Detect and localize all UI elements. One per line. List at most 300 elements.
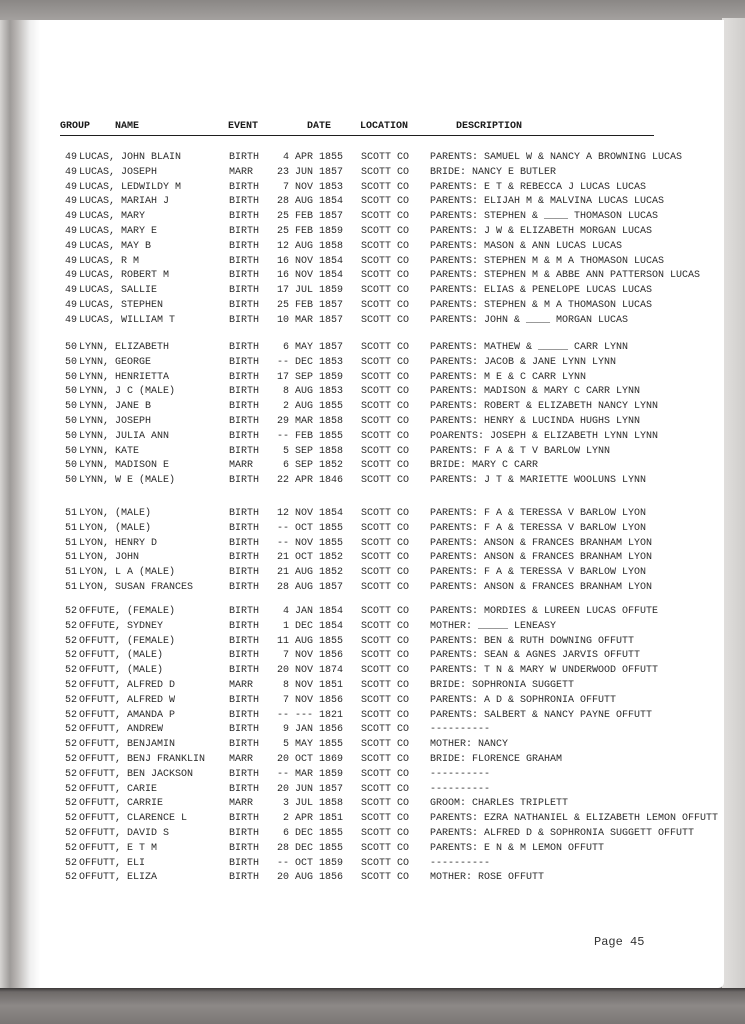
cell-name: LUCAS, STEPHEN (79, 300, 164, 311)
cell-event: BIRTH (229, 768, 260, 780)
cell-location: SCOTT CO (361, 635, 410, 647)
cell-event: MARR (229, 166, 254, 178)
cell-event: BIRTH (229, 813, 260, 825)
cell-event: MARR (229, 460, 254, 472)
cell-event: BIRTH (229, 828, 260, 839)
cell-group: 52 (65, 798, 78, 810)
table-row (0, 270, 724, 284)
cell-description: PARENTS: SALBERT & NANCY PAYNE OFFUTT (430, 709, 653, 721)
cell-date: 28 AUG 1857 (276, 582, 343, 593)
cell-description: PARENTS: F A & TERESSA V BARLOW LYON (430, 522, 647, 534)
cell-event: BIRTH (229, 694, 260, 706)
table-row (0, 552, 724, 566)
table-row (0, 650, 724, 664)
cell-location: SCOTT CO (361, 754, 410, 765)
table-row (0, 300, 724, 314)
cell-location: SCOTT CO (361, 152, 410, 163)
cell-date: -- MAR 1859 (276, 768, 343, 780)
cell-location: SCOTT CO (361, 798, 410, 810)
cell-location: SCOTT CO (361, 783, 410, 795)
cell-date: 12 NOV 1854 (276, 508, 343, 519)
scan-bottom-edge (0, 988, 745, 1024)
table-row (0, 285, 724, 299)
cell-name: LYON, (MALE) (79, 522, 152, 534)
cell-date: -- NOV 1855 (276, 537, 343, 549)
table-row (0, 315, 724, 329)
cell-event: BIRTH (229, 285, 260, 297)
cell-date: 25 FEB 1859 (276, 226, 343, 237)
cell-description: PARENTS: F A & TERESSA V BARLOW LYON (430, 508, 647, 519)
cell-event: BIRTH (229, 430, 260, 442)
cell-event: MARR (229, 754, 254, 765)
cell-name: OFFUTT, CARRIE (79, 798, 164, 810)
cell-name: OFFUTT, ALFRED W (79, 694, 176, 706)
cell-location: SCOTT CO (361, 842, 410, 854)
cell-date: 5 SEP 1858 (282, 445, 343, 457)
cell-name: LYON, L A (MALE) (79, 567, 176, 579)
table-row (0, 416, 724, 430)
cell-name: OFFUTT, ANDREW (79, 724, 164, 736)
cell-group: 49 (65, 270, 78, 282)
cell-location: SCOTT CO (361, 255, 410, 267)
cell-location: SCOTT CO (361, 430, 410, 442)
cell-group: 49 (65, 285, 78, 297)
cell-description: PARENTS: JOHN & ____ MORGAN LUCAS (430, 314, 629, 326)
cell-group: 51 (65, 522, 78, 534)
cell-name: LUCAS, WILLIAM T (79, 314, 176, 326)
cell-location: SCOTT CO (361, 314, 410, 326)
cell-date: 17 JUL 1859 (276, 285, 343, 297)
cell-group: 49 (65, 181, 78, 193)
table-row (0, 621, 724, 635)
cell-name: LYNN, GEORGE (79, 356, 152, 368)
cell-description: PARENTS: T N & MARY W UNDERWOOD OFFUTT (430, 665, 659, 677)
cell-event: BIRTH (229, 445, 260, 457)
cell-group: 49 (65, 255, 78, 267)
cell-group: 52 (65, 620, 78, 632)
header-date: DATE (307, 121, 332, 132)
cell-event: BIRTH (229, 181, 260, 193)
cell-name: LYNN, KATE (79, 445, 140, 457)
cell-name: OFFUTT, AMANDA P (79, 709, 176, 721)
cell-event: BIRTH (229, 709, 260, 721)
cell-description: MOTHER: NANCY (430, 739, 509, 751)
cell-location: SCOTT CO (361, 240, 410, 252)
table-row (0, 357, 724, 371)
cell-event: BIRTH (229, 211, 260, 223)
cell-name: OFFUTT, ELI (79, 857, 146, 869)
table-header (60, 121, 654, 136)
cell-location: SCOTT CO (361, 196, 410, 208)
cell-description: POARENTS: JOSEPH & ELIZABETH LYNN LYNN (430, 430, 659, 442)
cell-description: PARENTS: ANSON & FRANCES BRANHAM LYON (430, 582, 653, 593)
cell-group: 52 (65, 694, 78, 706)
cell-date: 28 DEC 1855 (276, 842, 343, 854)
cell-name: LUCAS, ROBERT M (79, 270, 170, 282)
cell-group: 50 (65, 401, 78, 413)
table-row (0, 152, 724, 166)
header-group: GROUP (60, 121, 91, 132)
cell-date: 4 JAN 1854 (282, 606, 343, 617)
table-row (0, 784, 724, 798)
cell-name: LYNN, JULIA ANN (79, 430, 170, 442)
cell-date: 20 OCT 1869 (276, 754, 343, 765)
cell-location: SCOTT CO (361, 522, 410, 534)
cell-name: LUCAS, MARY E (79, 226, 158, 237)
cell-name: LUCAS, JOHN BLAIN (79, 152, 182, 163)
table-row (0, 523, 724, 537)
cell-event: BIRTH (229, 620, 260, 632)
cell-location: SCOTT CO (361, 475, 410, 487)
cell-location: SCOTT CO (361, 445, 410, 457)
cell-group: 51 (65, 582, 78, 593)
cell-group: 50 (65, 386, 78, 398)
cell-name: LUCAS, MARIAH J (79, 196, 170, 208)
cell-description: PARENTS: MADISON & MARY C CARR LYNN (430, 386, 641, 398)
cell-location: SCOTT CO (361, 460, 410, 472)
cell-location: SCOTT CO (361, 857, 410, 869)
cell-event: BIRTH (229, 783, 260, 795)
cell-group: 50 (65, 460, 78, 472)
table-row (0, 446, 724, 460)
cell-description: ---------- (430, 768, 491, 780)
cell-name: OFFUTT, DAVID S (79, 828, 170, 839)
cell-description: PARENTS: SAMUEL W & NANCY A BROWNING LUCAS (430, 152, 683, 163)
cell-description: PARENTS: JACOB & JANE LYNN LYNN (430, 356, 617, 368)
table-row (0, 431, 724, 445)
cell-description: PARENTS: MORDIES & LUREEN LUCAS OFFUTE (430, 606, 659, 617)
cell-group: 50 (65, 342, 78, 353)
cell-name: LYON, SUSAN FRANCES (79, 582, 194, 593)
cell-description: PARENTS: STEPHEN & ____ THOMASON LUCAS (430, 211, 659, 223)
cell-date: 1 DEC 1854 (282, 620, 343, 632)
cell-date: 11 AUG 1855 (276, 635, 343, 647)
cell-group: 50 (65, 445, 78, 457)
cell-date: 29 MAR 1858 (276, 416, 343, 427)
cell-event: BIRTH (229, 300, 260, 311)
cell-event: BIRTH (229, 739, 260, 751)
table-row (0, 386, 724, 400)
cell-location: SCOTT CO (361, 300, 410, 311)
cell-group: 49 (65, 211, 78, 223)
cell-date: 21 AUG 1852 (276, 567, 343, 579)
cell-event: BIRTH (229, 371, 260, 383)
cell-description: GROOM: CHARLES TRIPLETT (430, 798, 569, 810)
cell-location: SCOTT CO (361, 680, 410, 691)
cell-location: SCOTT CO (361, 768, 410, 780)
cell-date: 7 NOV 1856 (282, 694, 343, 706)
cell-group: 52 (65, 842, 78, 854)
cell-date: 2 APR 1851 (282, 813, 343, 825)
cell-group: 50 (65, 356, 78, 368)
table-row (0, 196, 724, 210)
table-row (0, 475, 724, 489)
cell-date: 7 NOV 1856 (282, 650, 343, 662)
cell-event: BIRTH (229, 356, 260, 368)
cell-date: 10 MAR 1857 (276, 314, 343, 326)
cell-date: 22 APR 1846 (276, 475, 343, 487)
cell-name: OFFUTT, CLARENCE L (79, 813, 188, 825)
cell-group: 50 (65, 416, 78, 427)
cell-location: SCOTT CO (361, 650, 410, 662)
cell-group: 52 (65, 665, 78, 677)
cell-date: 2 AUG 1855 (282, 401, 343, 413)
cell-name: LYNN, MADISON E (79, 460, 170, 472)
cell-date: 25 FEB 1857 (276, 300, 343, 311)
cell-group: 51 (65, 508, 78, 519)
cell-name: OFFUTT, ALFRED D (79, 680, 176, 691)
cell-date: 6 DEC 1855 (282, 828, 343, 839)
cell-name: OFFUTT, ELIZA (79, 872, 158, 884)
cell-description: PARENTS: ALFRED D & SOPHRONIA SUGGETT OFFUTT (430, 828, 695, 839)
cell-location: SCOTT CO (361, 211, 410, 223)
cell-name: OFFUTT, BEN JACKSON (79, 768, 194, 780)
cell-event: MARR (229, 798, 254, 810)
cell-description: PARENTS: ROBERT & ELIZABETH NANCY LYNN (430, 401, 659, 413)
cell-description: PARENTS: SEAN & AGNES JARVIS OFFUTT (430, 650, 641, 662)
cell-group: 52 (65, 635, 78, 647)
cell-group: 52 (65, 754, 78, 765)
cell-location: SCOTT CO (361, 166, 410, 178)
cell-date: 20 JUN 1857 (276, 783, 343, 795)
cell-location: SCOTT CO (361, 416, 410, 427)
cell-event: BIRTH (229, 416, 260, 427)
cell-group: 49 (65, 166, 78, 178)
cell-date: 20 AUG 1856 (276, 872, 343, 884)
cell-name: LUCAS, MARY (79, 211, 146, 223)
cell-date: 8 AUG 1853 (282, 386, 343, 398)
table-row (0, 226, 724, 240)
cell-group: 50 (65, 475, 78, 487)
cell-date: -- OCT 1855 (276, 522, 343, 534)
cell-group: 52 (65, 680, 78, 691)
cell-event: BIRTH (229, 552, 260, 564)
cell-description: ---------- (430, 783, 491, 795)
cell-location: SCOTT CO (361, 724, 410, 736)
cell-group: 49 (65, 152, 78, 163)
cell-date: 3 JUL 1858 (282, 798, 343, 810)
cell-event: BIRTH (229, 635, 260, 647)
cell-event: BIRTH (229, 606, 260, 617)
cell-date: -- OCT 1859 (276, 857, 343, 869)
cell-date: -- FEB 1855 (276, 430, 343, 442)
cell-event: BIRTH (229, 650, 260, 662)
cell-date: 8 NOV 1851 (282, 680, 343, 691)
cell-location: SCOTT CO (361, 828, 410, 839)
header-location: LOCATION (360, 121, 409, 132)
cell-event: BIRTH (229, 522, 260, 534)
cell-description: MOTHER: ROSE OFFUTT (430, 872, 545, 884)
cell-group: 52 (65, 872, 78, 884)
cell-location: SCOTT CO (361, 739, 410, 751)
cell-name: OFFUTE, (FEMALE) (79, 606, 176, 617)
cell-location: SCOTT CO (361, 606, 410, 617)
cell-name: LYNN, JANE B (79, 401, 152, 413)
cell-name: OFFUTT, (MALE) (79, 665, 164, 677)
cell-location: SCOTT CO (361, 181, 410, 193)
cell-event: BIRTH (229, 226, 260, 237)
table-row (0, 538, 724, 552)
cell-description: PARENTS: BEN & RUTH DOWNING OFFUTT (430, 635, 635, 647)
cell-event: BIRTH (229, 567, 260, 579)
cell-event: BIRTH (229, 401, 260, 413)
cell-name: LYNN, HENRIETTA (79, 371, 170, 383)
cell-date: 23 JUN 1857 (276, 166, 343, 178)
table-row (0, 567, 724, 581)
cell-location: SCOTT CO (361, 694, 410, 706)
cell-name: LUCAS, MAY B (79, 240, 152, 252)
cell-group: 52 (65, 768, 78, 780)
cell-group: 52 (65, 650, 78, 662)
cell-event: BIRTH (229, 508, 260, 519)
cell-description: PARENTS: STEPHEN M & M A THOMASON LUCAS (430, 255, 665, 267)
table-row (0, 680, 724, 694)
cell-event: MARR (229, 680, 254, 691)
cell-date: 7 NOV 1853 (282, 181, 343, 193)
cell-name: OFFUTT, BENJAMIN (79, 739, 176, 751)
cell-description: MOTHER: _____ LENEASY (430, 620, 557, 632)
cell-location: SCOTT CO (361, 342, 410, 353)
header-event: EVENT (228, 121, 259, 132)
table-row (0, 665, 724, 679)
cell-name: LUCAS, LEDWILDY M (79, 181, 182, 193)
cell-event: BIRTH (229, 857, 260, 869)
table-row (0, 813, 724, 827)
cell-event: BIRTH (229, 386, 260, 398)
cell-group: 52 (65, 724, 78, 736)
cell-date: 16 NOV 1854 (276, 255, 343, 267)
cell-name: LYNN, W E (MALE) (79, 475, 176, 487)
cell-location: SCOTT CO (361, 567, 410, 579)
cell-description: PARENTS: EZRA NATHANIEL & ELIZABETH LEMON OFFUTT (430, 813, 719, 825)
cell-event: BIRTH (229, 255, 260, 267)
cell-group: 52 (65, 813, 78, 825)
cell-description: PARENTS: STEPHEN M & ABBE ANN PATTERSON LUCAS (430, 270, 701, 282)
table-row (0, 754, 724, 768)
cell-event: BIRTH (229, 475, 260, 487)
header-description: DESCRIPTION (456, 121, 523, 132)
page-number: Page 45 (594, 935, 645, 949)
table-row (0, 508, 724, 522)
cell-date: -- DEC 1853 (276, 356, 343, 368)
cell-description: PARENTS: E T & REBECCA J LUCAS LUCAS (430, 181, 647, 193)
cell-description: PARENTS: HENRY & LUCINDA HUGHS LYNN (430, 416, 641, 427)
cell-group: 50 (65, 430, 78, 442)
cell-location: SCOTT CO (361, 620, 410, 632)
scan-right-edge (722, 18, 745, 993)
cell-description: ---------- (430, 724, 491, 736)
cell-group: 49 (65, 196, 78, 208)
table-row (0, 372, 724, 386)
cell-location: SCOTT CO (361, 386, 410, 398)
cell-location: SCOTT CO (361, 371, 410, 383)
cell-description: PARENTS: J W & ELIZABETH MORGAN LUCAS (430, 226, 653, 237)
cell-name: LYNN, ELIZABETH (79, 342, 170, 353)
table-row (0, 828, 724, 842)
cell-name: LYNN, J C (MALE) (79, 386, 176, 398)
table-row (0, 342, 724, 356)
table-row (0, 211, 724, 225)
cell-location: SCOTT CO (361, 270, 410, 282)
cell-date: 17 SEP 1859 (276, 371, 343, 383)
cell-description: PARENTS: F A & TERESSA V BARLOW LYON (430, 567, 647, 579)
cell-name: OFFUTT, (MALE) (79, 650, 164, 662)
header-name: NAME (115, 121, 140, 132)
cell-event: BIRTH (229, 665, 260, 677)
cell-description: PARENTS: ELIJAH M & MALVINA LUCAS LUCAS (430, 196, 665, 208)
cell-location: SCOTT CO (361, 508, 410, 519)
cell-date: 5 MAY 1855 (282, 739, 343, 751)
cell-event: BIRTH (229, 842, 260, 854)
cell-name: LUCAS, R M (79, 255, 140, 267)
cell-date: -- --- 1821 (276, 709, 343, 721)
cell-description: ---------- (430, 857, 491, 869)
cell-date: 25 FEB 1857 (276, 211, 343, 223)
cell-description: PARENTS: ANSON & FRANCES BRANHAM LYON (430, 552, 653, 564)
cell-location: SCOTT CO (361, 665, 410, 677)
cell-description: PARENTS: J T & MARIETTE WOOLUNS LYNN (430, 475, 647, 487)
table-row (0, 710, 724, 724)
table-row (0, 182, 724, 196)
cell-name: OFFUTT, CARIE (79, 783, 158, 795)
table-row (0, 256, 724, 270)
table-row (0, 739, 724, 753)
cell-location: SCOTT CO (361, 552, 410, 564)
cell-name: OFFUTE, SYDNEY (79, 620, 164, 632)
cell-name: OFFUTT, (FEMALE) (79, 635, 176, 647)
cell-location: SCOTT CO (361, 285, 410, 297)
cell-description: PARENTS: E N & M LEMON OFFUTT (430, 842, 605, 854)
cell-group: 51 (65, 567, 78, 579)
cell-date: 20 NOV 1874 (276, 665, 343, 677)
cell-event: BIRTH (229, 240, 260, 252)
cell-event: BIRTH (229, 152, 260, 163)
cell-location: SCOTT CO (361, 401, 410, 413)
cell-event: BIRTH (229, 872, 260, 884)
cell-date: 12 AUG 1858 (276, 240, 343, 252)
cell-name: LUCAS, JOSEPH (79, 166, 158, 178)
cell-group: 51 (65, 537, 78, 549)
table-row (0, 606, 724, 620)
cell-event: BIRTH (229, 537, 260, 549)
table-row (0, 798, 724, 812)
cell-location: SCOTT CO (361, 356, 410, 368)
cell-location: SCOTT CO (361, 709, 410, 721)
table-row (0, 843, 724, 857)
cell-event: BIRTH (229, 196, 260, 208)
cell-description: PARENTS: ELIAS & PENELOPE LUCAS LUCAS (430, 285, 653, 297)
cell-description: PARENTS: STEPHEN & M A THOMASON LUCAS (430, 300, 653, 311)
cell-date: 6 MAY 1857 (282, 342, 343, 353)
table-row (0, 401, 724, 415)
cell-group: 52 (65, 739, 78, 751)
cell-date: 21 OCT 1852 (276, 552, 343, 564)
cell-name: LUCAS, SALLIE (79, 285, 158, 297)
table-row (0, 636, 724, 650)
cell-group: 52 (65, 709, 78, 721)
cell-group: 52 (65, 783, 78, 795)
table-row (0, 460, 724, 474)
cell-date: 4 APR 1855 (282, 152, 343, 163)
cell-description: BRIDE: SOPHRONIA SUGGETT (430, 680, 575, 691)
cell-date: 9 JAN 1856 (282, 724, 343, 736)
table-row (0, 695, 724, 709)
cell-description: PARENTS: M E & C CARR LYNN (430, 371, 587, 383)
cell-group: 50 (65, 371, 78, 383)
cell-group: 49 (65, 314, 78, 326)
cell-date: 28 AUG 1854 (276, 196, 343, 208)
table-row (0, 872, 724, 886)
